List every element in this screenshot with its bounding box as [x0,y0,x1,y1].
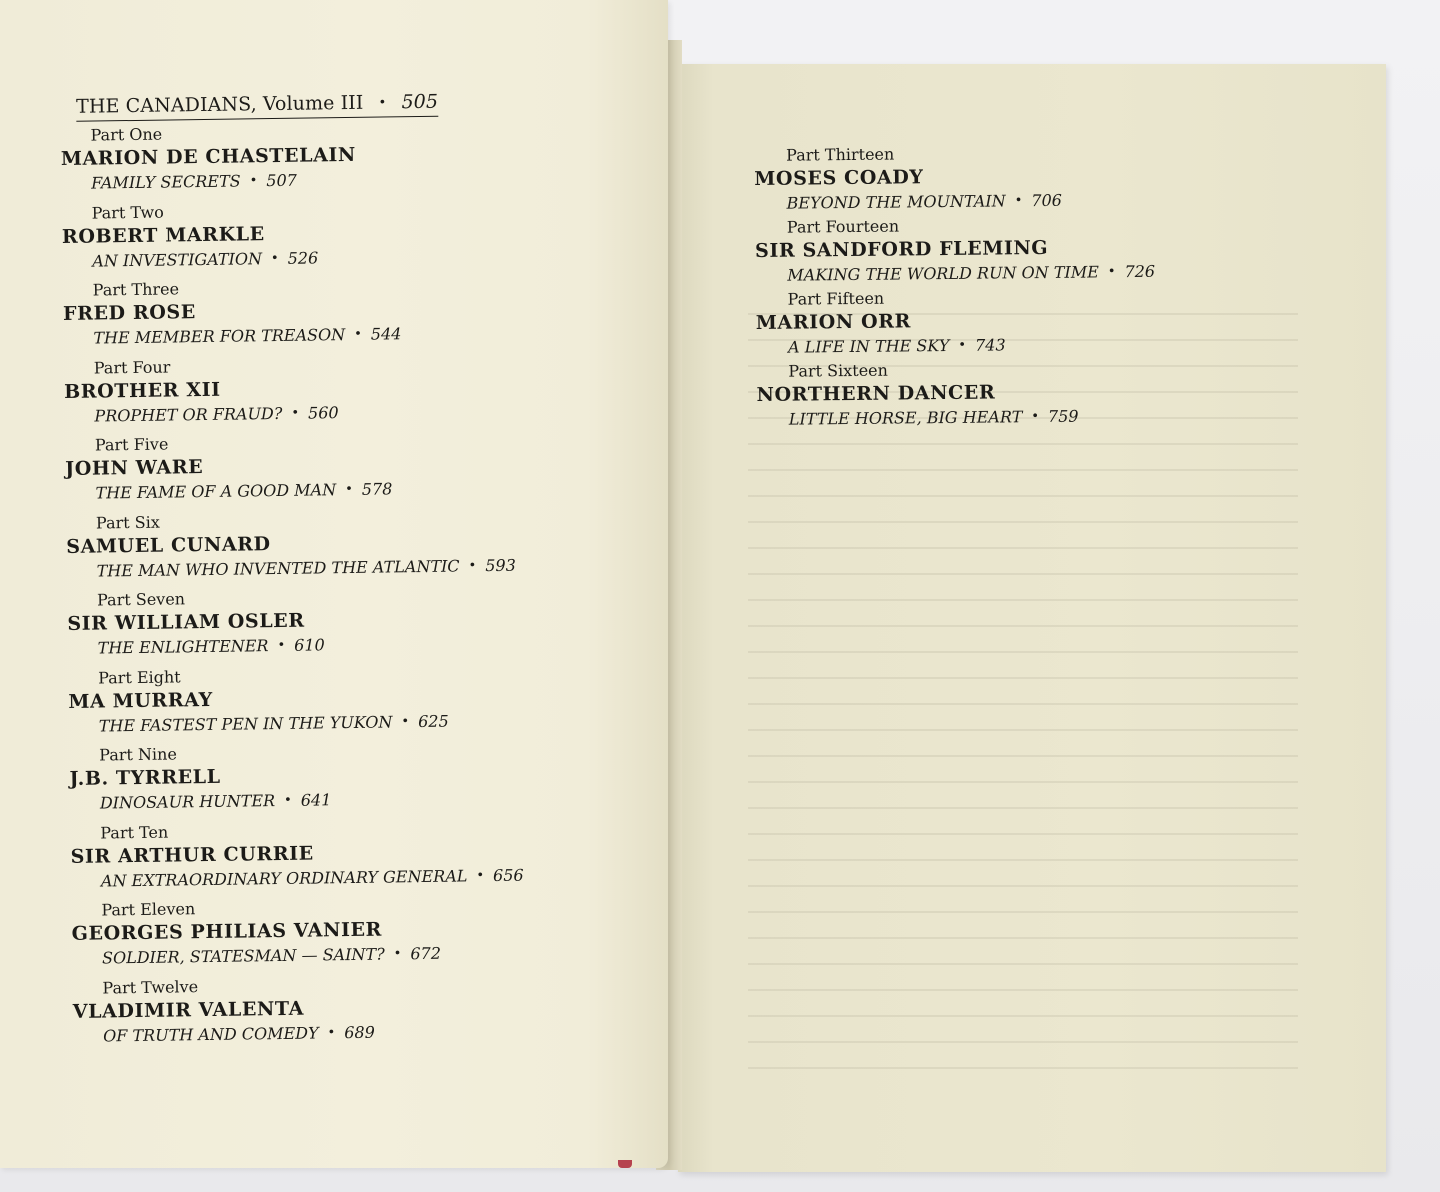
chapter-subtitle: FAMILY SECRETS [91,171,241,193]
bullet-separator: • [393,946,402,962]
toc-entry [70,816,631,901]
part-number: Part Thirteen [785,144,895,165]
red-page-edge [618,1160,632,1168]
toc-entry [68,661,629,746]
toc-entry [66,506,627,591]
volume-title: THE CANADIANS, Volume III [75,91,364,118]
chapter-subtitle: THE ENLIGHTENER [97,636,269,658]
chapter-subtitle: BEYOND THE MOUNTAIN [786,191,1006,213]
subject-name: FRED ROSE [62,301,196,325]
page-number: 526 [287,247,319,268]
bullet-separator: • [476,867,485,883]
part-number: Part Five [94,434,169,455]
left-entries-list [60,118,633,1056]
bullet-separator: • [468,557,477,573]
subject-name: SIR SANDFORD FLEMING [754,236,1049,262]
bullet-separator: • [270,250,279,266]
page-number: 560 [307,402,339,423]
subject-name: SIR ARTHUR CURRIE [70,842,314,868]
chapter-subtitle: PROPHET OR FRAUD? [94,403,283,426]
chapter-subtitle: THE FAME OF A GOOD MAN [95,480,337,503]
bullet-separator: • [401,713,410,729]
subject-name: NORTHERN DANCER [756,381,996,406]
chapter-subtitle: THE FASTEST PEN IN THE YUKON [98,711,393,736]
table-of-contents-right [754,140,1317,434]
toc-entry [64,351,625,436]
toc-entry [71,893,632,978]
toc-entry [756,356,1317,434]
page-number: 656 [492,865,524,885]
page-number: 743 [974,335,1006,355]
part-number: Part Four [93,356,171,378]
part-number: Part Fifteen [787,288,885,309]
subject-name: BROTHER XII [63,378,221,403]
bullet-separator: • [354,326,362,342]
subject-name: JOHN WARE [65,456,204,480]
subject-name: GEORGES PHILIAS VANIER [71,918,383,945]
subject-name: MA MURRAY [68,688,213,713]
page-number: 625 [418,711,449,731]
subject-name: ROBERT MARKLE [61,222,265,248]
bullet-separator: • [1014,193,1023,209]
part-number: Part Eight [97,666,181,688]
chapter-subtitle: THE MAN WHO INVENTED THE ATLANTIC [96,555,460,581]
page-number: 593 [485,555,516,575]
page-number: 759 [1047,406,1079,426]
subject-name: VLADIMIR VALENTA [72,997,305,1023]
subject-name: MOSES COADY [754,166,924,190]
part-number: Part Ten [100,822,169,843]
chapter-subtitle: DINOSAUR HUNTER [99,791,276,813]
part-number: Part Six [95,512,160,533]
bullet-separator: • [1107,264,1116,280]
chapter-subtitle: LITTLE HORSE, BIG HEART [788,407,1023,429]
page-number: 507 [266,170,298,191]
subject-name: MARION DE CHASTELAIN [60,143,357,170]
page-number: 544 [370,324,402,344]
chapter-subtitle: A LIFE IN THE SKY [788,335,950,357]
chapter-subtitle: THE MEMBER FOR TREASON [93,325,346,348]
toc-entry [72,971,633,1056]
part-number: Part Three [92,279,180,300]
toc-entry [63,273,624,358]
bullet-separator: • [283,792,292,808]
volume-page-number: 505 [401,90,439,114]
page-number: 672 [410,943,442,964]
toc-entry [755,212,1316,290]
table-of-contents-left [60,88,633,1056]
bullet-separator: • [378,95,387,111]
bullet-separator: • [345,481,353,498]
toc-entry [67,583,628,668]
chapter-subtitle: MAKING THE WORLD RUN ON TIME [787,262,1099,285]
subject-name: J.B. TYRRELL [69,765,221,790]
bullet-separator: • [291,405,300,421]
part-number: Part Fourteen [786,216,900,237]
bullet-separator: • [277,637,286,654]
bullet-separator: • [249,173,258,189]
page-number: 578 [361,479,393,499]
page-number: 641 [300,790,332,810]
page-number: 610 [294,635,325,655]
chapter-subtitle: SOLDIER, STATESMAN — SAINT? [101,944,385,968]
toc-entry [69,738,630,823]
part-number: Part Two [91,202,164,223]
toc-entry [754,140,1315,218]
subject-name: SIR WILLIAM OSLER [67,609,305,635]
toc-entry [65,428,626,513]
page-number: 706 [1031,190,1062,211]
part-number: Part Nine [99,744,177,765]
right-entries-list [754,140,1317,434]
toc-entry [756,284,1317,362]
page-number: 689 [344,1022,375,1042]
bullet-separator: • [327,1024,336,1040]
chapter-subtitle: OF TRUTH AND COMEDY [102,1022,319,1045]
page-number: 726 [1124,261,1156,282]
subject-name: MARION ORR [755,310,912,334]
bullet-separator: • [958,337,967,353]
volume-header [76,91,438,122]
part-number: Part Seven [96,589,186,610]
part-number: Part Eleven [101,899,196,920]
part-number: Part One [90,124,163,145]
part-number: Part Twelve [102,976,199,997]
part-number: Part Sixteen [788,360,888,381]
chapter-subtitle: AN EXTRAORDINARY ORDINARY GENERAL [100,865,468,891]
toc-entry [62,196,623,281]
chapter-subtitle: AN INVESTIGATION [92,248,263,271]
toc-entry [60,118,621,203]
subject-name: SAMUEL CUNARD [66,532,271,558]
bullet-separator: • [1031,409,1040,425]
